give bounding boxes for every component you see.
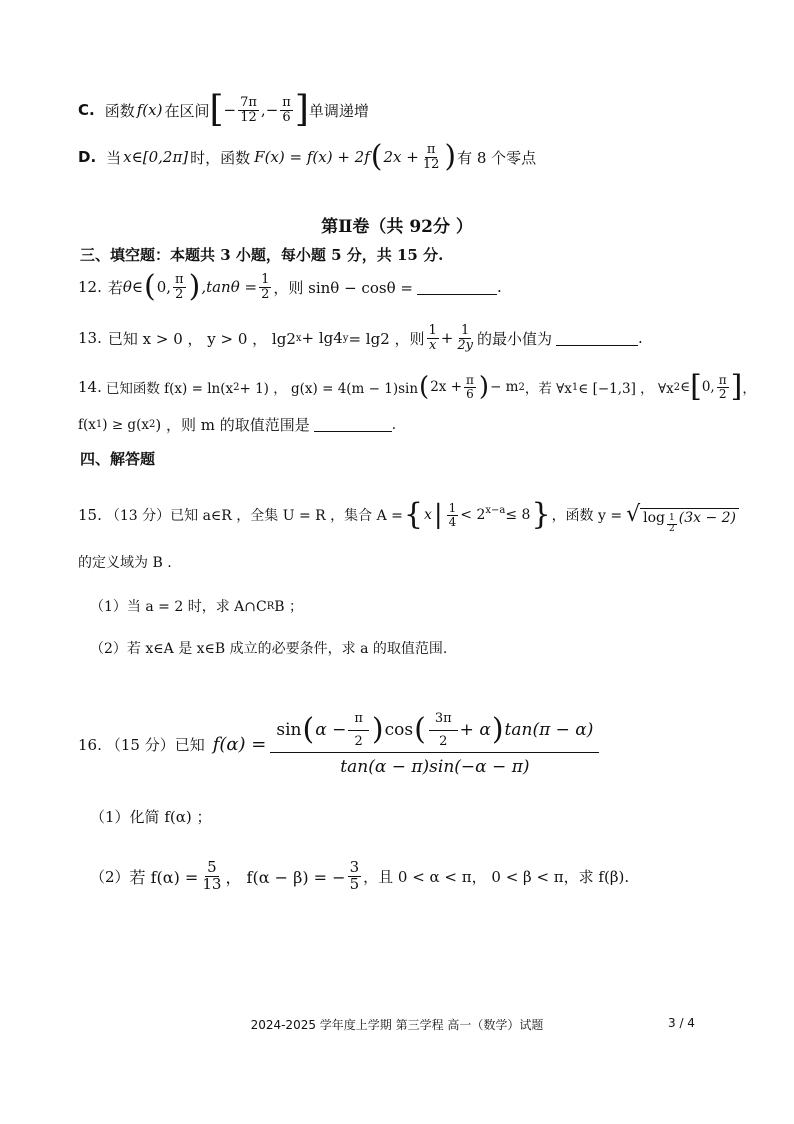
subscript: 1 <box>95 419 103 430</box>
superscript: x <box>295 332 302 344</box>
fraction <box>238 96 259 124</box>
main-fraction <box>270 712 599 777</box>
numerator: 3π <box>429 712 458 731</box>
bracket-right: ] <box>730 369 743 404</box>
math: F(x) = f(x) + 2f <box>254 148 370 166</box>
math: θ∈ <box>122 278 144 296</box>
numerator: π <box>175 271 184 287</box>
part-label: （1） <box>90 599 127 615</box>
denominator: 12 <box>422 156 440 172</box>
part2-title: 第Ⅱ卷（共 92分 ） <box>321 217 473 237</box>
text: 已知函数 f(x) = ln(x <box>105 381 234 397</box>
denominator: 12 <box>240 109 257 125</box>
math: ,tanθ = <box>201 278 258 296</box>
question-number: 12. <box>78 278 102 296</box>
question-15-line-2: 的定义域为 B . <box>78 555 172 571</box>
text: ∈ <box>680 379 691 395</box>
fraction <box>280 96 293 124</box>
math: x∈[0,2π] <box>123 148 189 166</box>
math: f(α) = <box>212 734 267 756</box>
text: ，函数 y = <box>551 508 623 524</box>
fraction <box>447 502 459 528</box>
text: ) ≥ g(x <box>102 416 149 433</box>
comma: ， <box>742 381 756 397</box>
numerator: π <box>466 372 474 387</box>
paren-right: ) <box>491 712 504 748</box>
page-footer: 2024-2025 学年度上学期 第三学程 高一（数学）试题 <box>250 1018 544 1032</box>
numerator: π <box>718 372 727 387</box>
option-label: C. <box>78 101 95 119</box>
superscript: 2 <box>233 381 240 393</box>
denominator: 2y <box>457 337 473 353</box>
text: < 2 <box>460 507 486 523</box>
paren-left: ( <box>370 139 383 174</box>
text: 当 <box>106 148 122 167</box>
text: 函数 <box>104 101 135 120</box>
math: + α <box>459 720 491 741</box>
fraction <box>173 273 186 301</box>
math: x <box>423 507 432 523</box>
question-13 <box>78 324 643 352</box>
bracket-left: [ <box>209 89 224 130</box>
text: . <box>638 329 643 348</box>
text: − m <box>490 379 519 395</box>
paren-right: ) <box>371 712 384 748</box>
text: B ； <box>274 599 303 615</box>
text: ∈ [−1,3] ， ∀x <box>578 381 674 397</box>
page-number: 3 / 4 <box>668 1016 695 1030</box>
text: 若 x∈A 是 x∈B 成立的必要条件，求 a 的取值范围. <box>126 641 448 657</box>
question-15-part-1 <box>90 596 303 616</box>
subscript: R <box>266 600 275 612</box>
text: . <box>496 278 502 296</box>
answer-blank[interactable] <box>417 280 497 295</box>
brace-right: } <box>531 497 551 532</box>
part-label: （2） <box>90 641 127 657</box>
text: ，若 ∀x <box>524 381 572 397</box>
denominator: 6 <box>282 109 291 125</box>
denominator: 2 <box>175 286 184 302</box>
math: 2x + <box>383 148 419 166</box>
question-15 <box>78 497 739 534</box>
fraction <box>259 273 271 301</box>
paren-left: ( <box>419 372 430 402</box>
question-12 <box>78 269 502 304</box>
section-4-heading: 四、解答题 <box>80 450 156 468</box>
bracket-right: ] <box>294 89 309 130</box>
subscript: 1 <box>571 381 579 393</box>
fraction <box>200 860 223 893</box>
numerator: 5 <box>207 858 217 876</box>
square-root <box>626 502 739 534</box>
question-14-line-2 <box>78 414 396 435</box>
superscript: x−a <box>485 504 506 516</box>
denominator: 2 <box>261 286 270 302</box>
text: ， f(α − β) = − <box>225 867 346 887</box>
text: cos <box>384 720 414 741</box>
text: 当 a = 2 时，求 A∩C <box>126 599 267 615</box>
fraction <box>421 143 442 171</box>
brace-left: { <box>403 497 423 532</box>
fraction <box>455 324 475 352</box>
paren-right: ) <box>444 139 457 174</box>
numerator: π <box>282 94 291 110</box>
radicand <box>640 508 739 534</box>
part-label: （1） <box>90 808 130 826</box>
text: （15 分）已知 <box>105 736 205 755</box>
denominator: 2 <box>354 733 363 749</box>
main-denominator: tan(α − π)sin(−α − π) <box>340 757 530 778</box>
question-16 <box>78 712 599 777</box>
math: 0, <box>701 379 715 395</box>
question-14 <box>78 369 756 404</box>
fraction <box>427 324 439 352</box>
text: 化简 f(α) ； <box>129 808 212 826</box>
denominator: 6 <box>466 386 474 401</box>
subscript: 2 <box>673 381 681 393</box>
comma: ,− <box>260 101 279 119</box>
fraction <box>429 712 458 748</box>
numerator: π <box>426 141 436 157</box>
question-16-part-1 <box>90 806 211 827</box>
question-number: 16. <box>78 735 102 754</box>
denominator: 13 <box>202 874 222 893</box>
denominator: 2 <box>669 523 675 534</box>
numerator: 1 <box>669 513 675 524</box>
answer-blank[interactable] <box>556 331 638 346</box>
text: （13 分）已知 a∈R ，全集 U = R ，集合 A = <box>105 508 403 524</box>
superscript: 2 <box>518 381 525 393</box>
bar: | <box>433 500 443 530</box>
question-15-part-2 <box>90 638 447 658</box>
numerator: 3 <box>349 858 360 876</box>
fraction <box>464 374 476 400</box>
text: . <box>391 416 397 433</box>
main-numerator <box>270 712 599 753</box>
text: = lg2 ，则 <box>348 329 425 348</box>
paren-left: ( <box>144 269 156 304</box>
text: 有 8 个零点 <box>457 148 537 167</box>
question-number: 13. <box>78 329 102 348</box>
denominator: 5 <box>349 874 360 893</box>
text: 已知 x > 0 ， y > 0 ， lg2 <box>107 329 296 348</box>
text: 若 f(α) = <box>129 867 199 887</box>
text: 在区间 <box>164 101 210 120</box>
math: (3x − 2) <box>678 510 737 526</box>
denominator: 2 <box>718 386 727 401</box>
denominator: 2 <box>439 733 448 749</box>
numerator: 1 <box>448 500 457 515</box>
math: α − <box>315 720 347 741</box>
part-label: （2） <box>90 867 130 886</box>
numerator: π <box>348 712 369 731</box>
option-c <box>78 89 369 130</box>
denominator: x <box>428 337 437 353</box>
question-16-part-2 <box>90 860 629 893</box>
math: f(x) <box>136 101 163 119</box>
paren-left: ( <box>414 712 426 748</box>
fraction <box>717 374 729 400</box>
text: ，则 sinθ − cosθ = <box>273 278 413 297</box>
text: log <box>643 510 666 526</box>
numerator: 1 <box>261 271 270 287</box>
option-d <box>78 139 537 174</box>
text: 单调递增 <box>308 101 369 120</box>
section-3-heading: 三、填空题：本题共 3 小题，每小题 5 分，共 15 分. <box>80 246 444 264</box>
text: sin <box>276 720 302 741</box>
math: 2x + <box>430 379 463 395</box>
option-label: D. <box>78 148 97 166</box>
paren-right: ) <box>188 269 201 304</box>
radical-sign: √ <box>626 502 641 527</box>
numerator: 1 <box>428 323 437 338</box>
answer-blank[interactable] <box>314 417 392 432</box>
minus: − <box>223 101 237 119</box>
paren-right: ) <box>478 372 490 402</box>
math: tan(π − α) <box>504 720 594 741</box>
text: + lg4 <box>301 329 343 348</box>
fraction <box>667 514 677 534</box>
text: 若 <box>107 278 123 297</box>
paren-left: ( <box>302 712 315 748</box>
fraction <box>348 860 362 893</box>
question-number: 15. <box>78 506 102 524</box>
subscript: 2 <box>148 419 156 430</box>
text: ，且 0 < α < π， 0 < β < π，求 f(β). <box>363 867 630 886</box>
numerator: 7π <box>240 94 257 110</box>
text: 的最小值为 <box>477 329 553 348</box>
text: + <box>440 329 454 348</box>
text: 时，函数 <box>190 148 251 167</box>
text: + 1) ， g(x) = 4(m − 1)sin <box>239 381 419 397</box>
text: ) ，则 m 的取值范围是 <box>155 416 310 434</box>
fraction <box>348 712 369 748</box>
denominator: 4 <box>448 514 457 529</box>
superscript: y <box>342 332 349 344</box>
text: f(x <box>78 416 96 433</box>
math: 0, <box>156 278 172 296</box>
bracket-left: [ <box>690 369 702 404</box>
question-number: 14. <box>78 378 102 396</box>
text: ≤ 8 <box>505 507 531 523</box>
numerator: 1 <box>461 323 470 338</box>
